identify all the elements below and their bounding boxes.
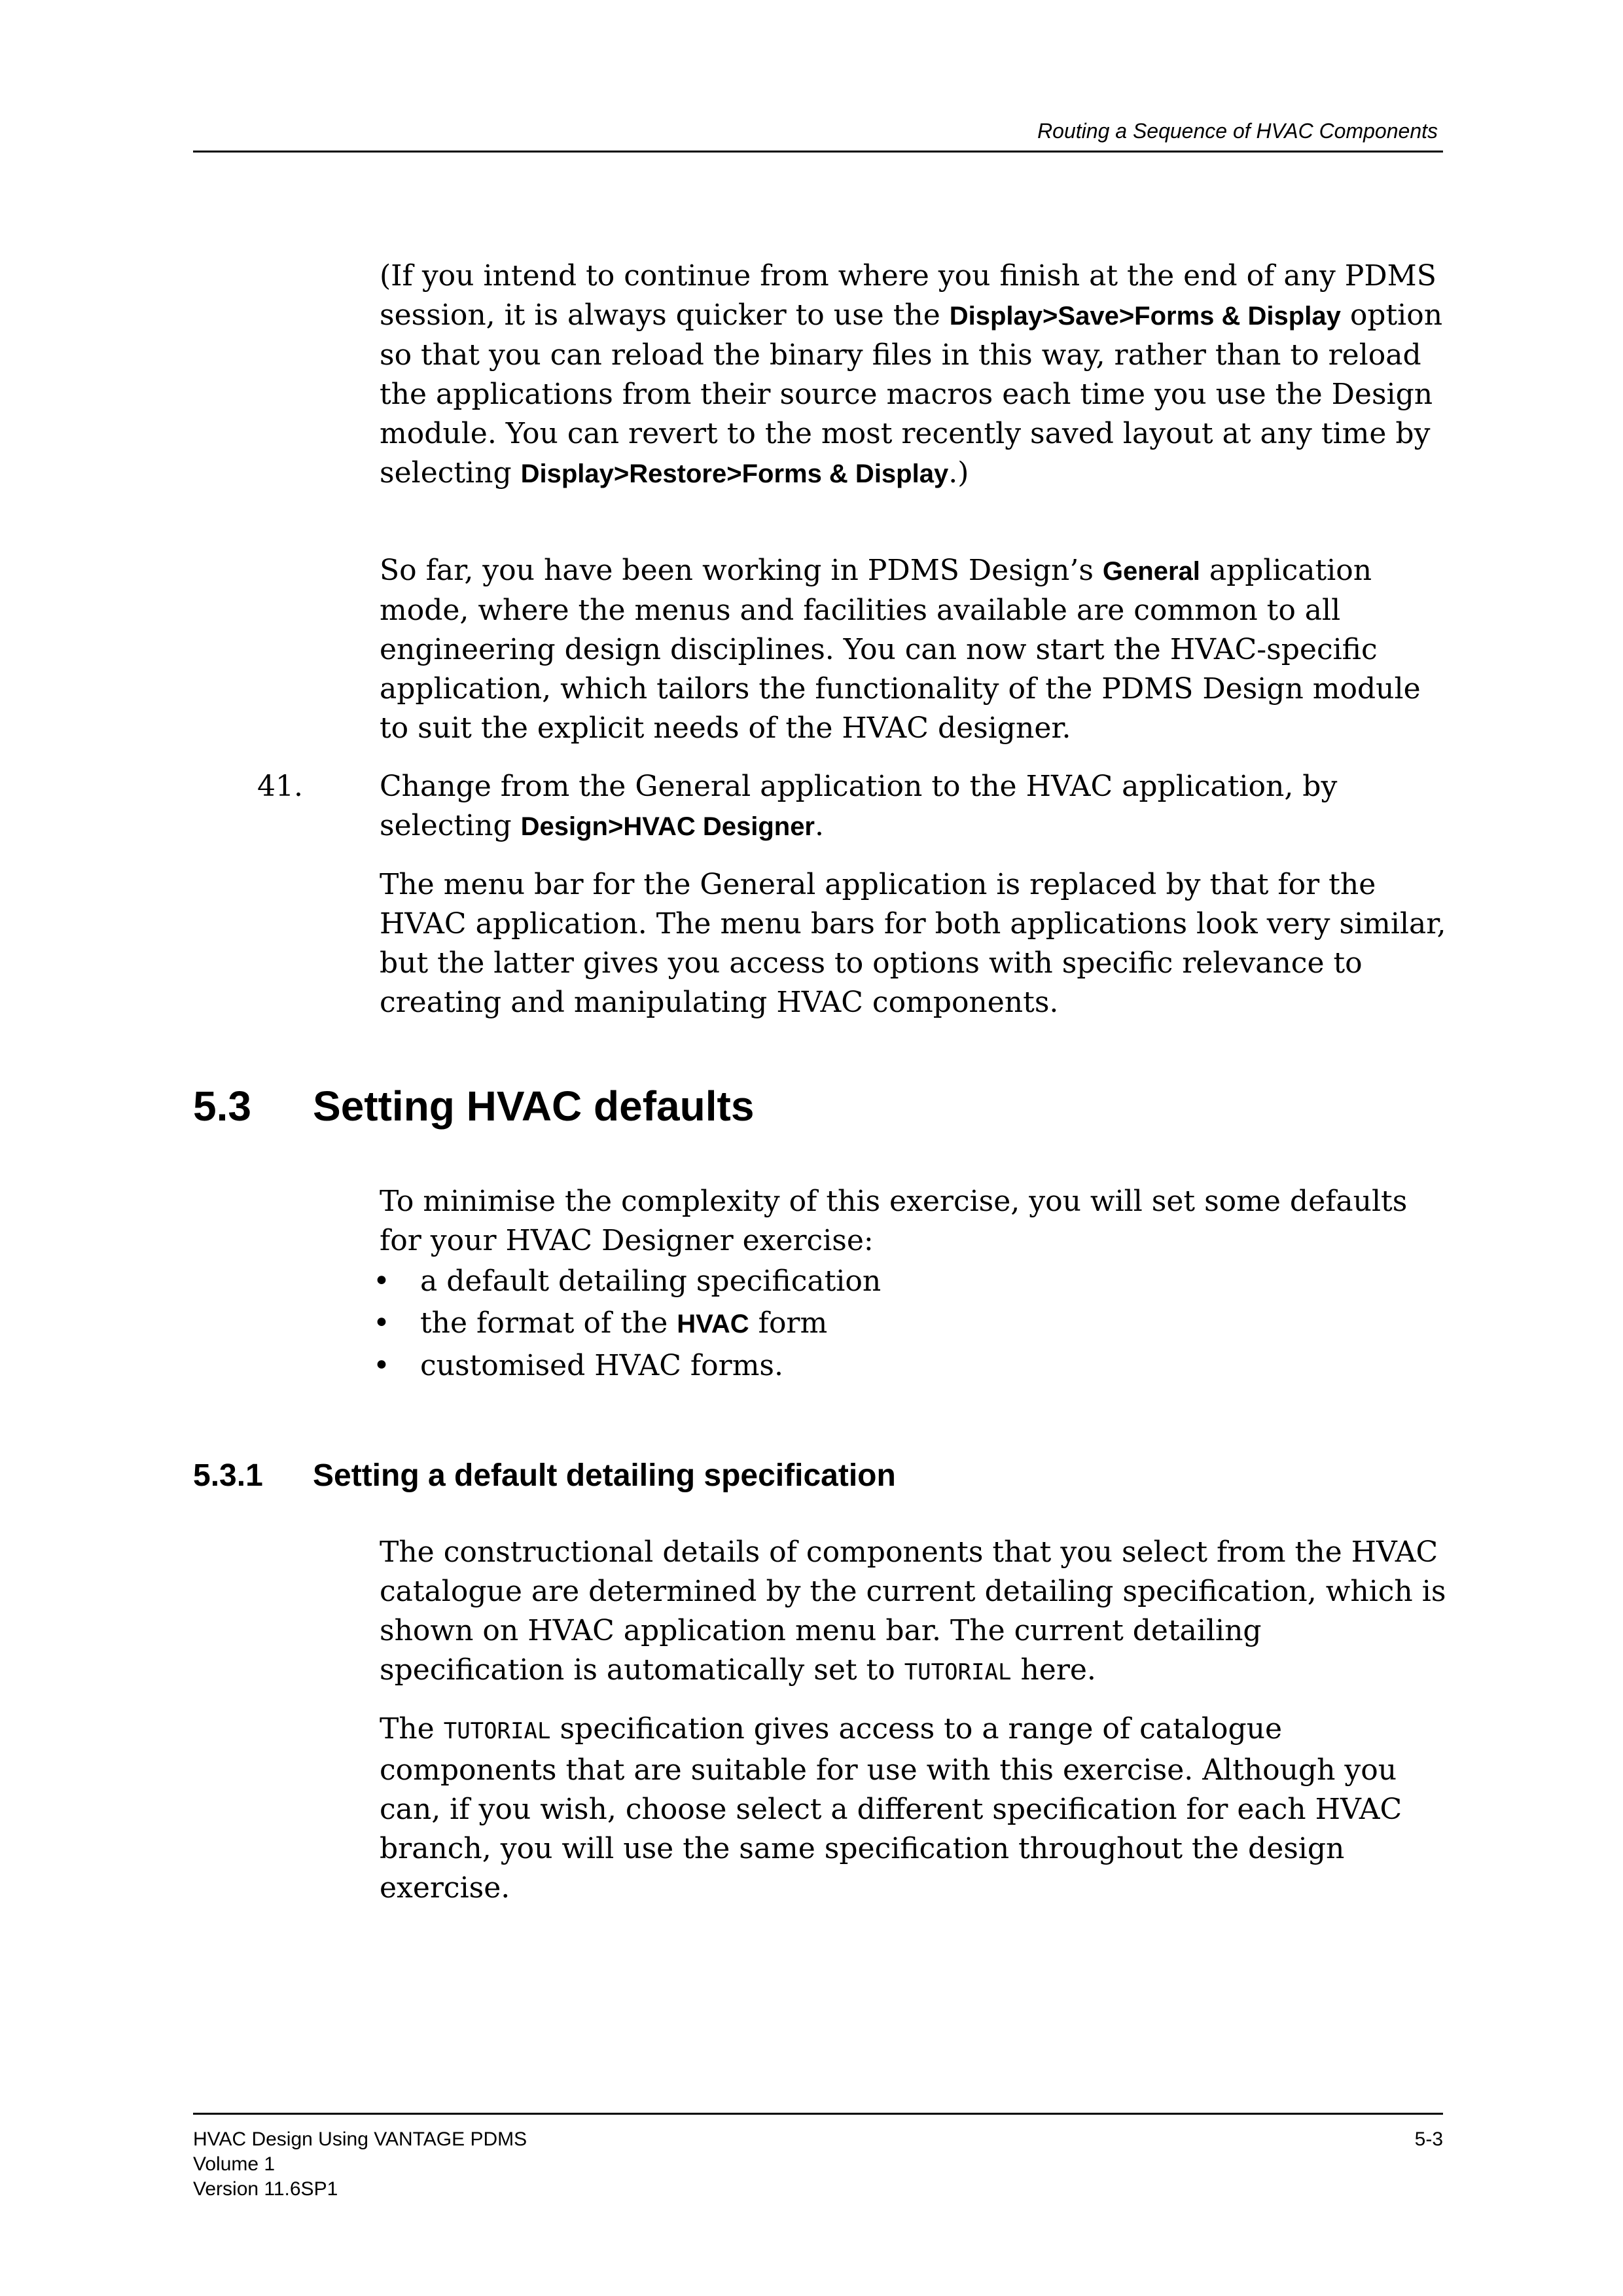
step-41-text (380, 767, 1453, 846)
bullet-icon: • (373, 1349, 390, 1382)
para1-text-3: .) (948, 456, 969, 490)
footer-info (193, 2127, 527, 2202)
code-tutorial: TUTORIAL (904, 1659, 1012, 1685)
paragraph-menu-bar (380, 865, 1453, 1022)
s531-p2-text-2: specification gives access to a range of catalogue components that are suitable for use with this exercise. Although you can, if you wish, choose select a different specification for each HVAC branch, you will use the same specification throughout the design exercise. (380, 1712, 1402, 1905)
step41-text-1: Change from the General application to the HVAC application, by selecting (380, 770, 1338, 842)
menu-path-restore: Display>Restore>Forms & Display (520, 459, 949, 488)
list-item-text-2: form (749, 1306, 828, 1340)
defaults-list (373, 1261, 881, 1387)
list-item-text: a default detailing specification (420, 1265, 882, 1298)
paragraph-constructional-details (380, 1533, 1453, 1692)
s531-p2-text-1: The (380, 1712, 444, 1746)
bullet-icon: • (373, 1306, 390, 1340)
para1-text-2: option so that you can reload the binary files in this way, rather than to reload the applications from their source macros each time you use the Design module. You can revert to the most recently saved layout at any time by selecting (380, 298, 1443, 490)
subsection-title: Setting a default detailing specification (313, 1458, 896, 1493)
footer-rule (193, 2113, 1443, 2115)
para1-text-1: (If you intend to continue from where you finish at the end of any PDMS session, it is always quicker to use the (380, 259, 1436, 332)
para2-text-2: application mode, where the menus and facilities available are common to all engineering design disciplines. You can now start the HVAC-specific application, which tailors the functionality of the PDMS Design module to suit the explicit needs of the HVAC designer. (380, 554, 1421, 745)
menu-path-save: Display>Save>Forms & Display (949, 302, 1341, 331)
list-item (373, 1345, 881, 1387)
section-intro (380, 1182, 1453, 1261)
header-rule (193, 151, 1443, 152)
section-intro-text: To minimise the complexity of this exercise, you will set some defaults for your HVAC Designer exercise: (380, 1185, 1408, 1257)
general-label: General (1102, 557, 1200, 586)
s531-p1-text-2: here. (1011, 1653, 1096, 1687)
section-number: 5.3 (193, 1083, 251, 1130)
footer-title: HVAC Design Using VANTAGE PDMS (193, 2128, 527, 2150)
list-item (373, 1302, 881, 1345)
code-tutorial: TUTORIAL (443, 1718, 551, 1744)
section-title: Setting HVAC defaults (313, 1083, 755, 1130)
paragraph-general-mode (380, 551, 1453, 748)
page-number: 5-3 (1414, 2128, 1443, 2150)
para3-text: The menu bar for the General application is replaced by that for the HVAC application. The menu bars for both applications look very similar, but the latter gives you access to options with specific relevance to creating and manipulating HVAC components. (380, 868, 1446, 1019)
list-item (373, 1261, 881, 1302)
subsection-number: 5.3.1 (193, 1458, 263, 1493)
running-header: Routing a Sequence of HVAC Components (1037, 119, 1438, 143)
footer-version: Version 11.6SP1 (193, 2178, 338, 2200)
step-number: 41. (257, 770, 303, 803)
list-item-text: customised HVAC forms. (420, 1349, 783, 1382)
para2-text-1: So far, you have been working in PDMS Design’s (380, 554, 1103, 587)
paragraph-forms-display (380, 257, 1453, 493)
list-item-text-1: the format of the (420, 1306, 677, 1340)
step41-text-2: . (815, 809, 824, 842)
paragraph-tutorial-spec (380, 1710, 1453, 1908)
footer-volume: Volume 1 (193, 2153, 276, 2175)
menu-path-hvac-designer: Design>HVAC Designer (520, 812, 815, 841)
s531-p1-text-1: The constructional details of components that you select from the HVAC catalogue are determined by the current detailing specification, which is shown on HVAC application menu bar. The current detailing specification is automatically set to (380, 1535, 1446, 1687)
bullet-icon: • (373, 1265, 390, 1298)
hvac-form-label: HVAC (677, 1310, 749, 1338)
